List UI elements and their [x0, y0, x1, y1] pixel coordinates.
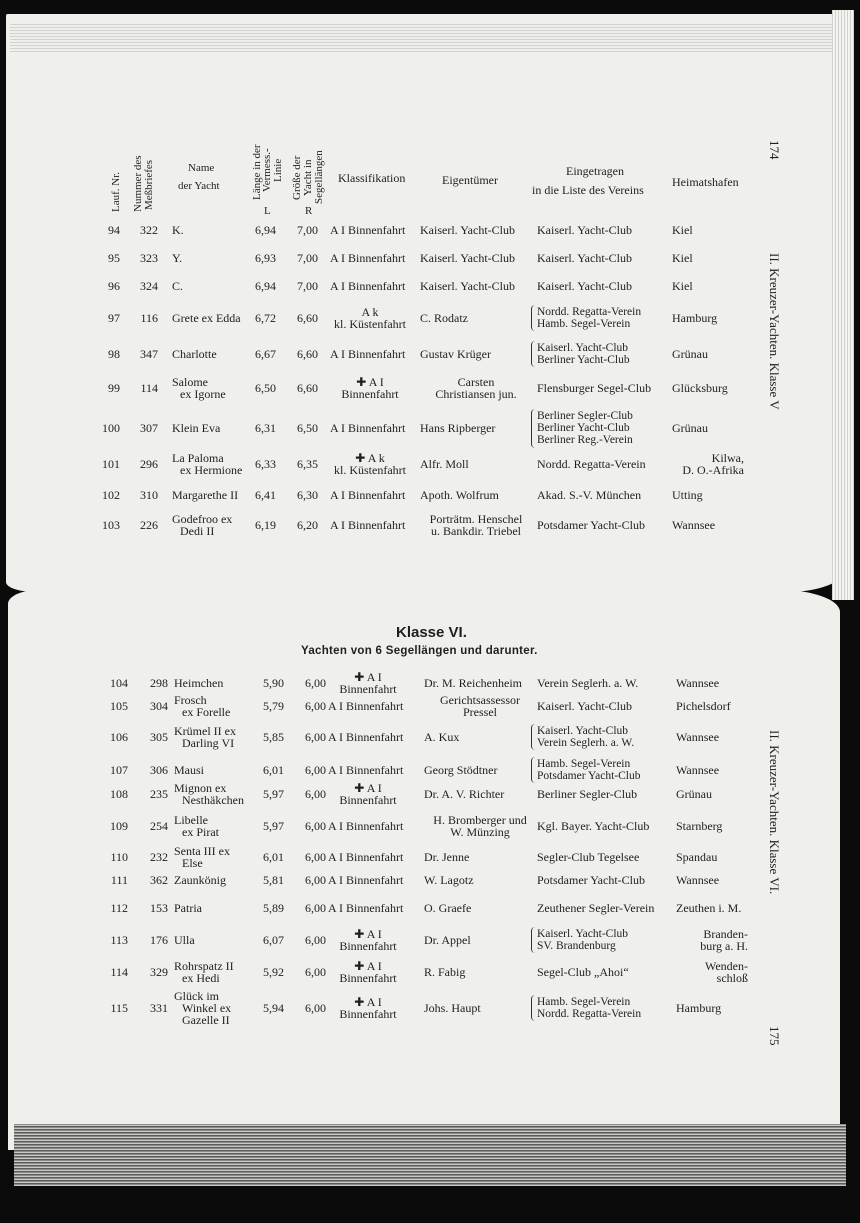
header-groesse-symbol: R — [305, 205, 313, 217]
lauf-nr: 105 — [110, 699, 128, 713]
heimatshafen: Kilwa, D. O.-Afrika — [682, 451, 744, 477]
verein: Nordd. Regatta-Verein — [537, 457, 646, 471]
eigentuemer: Hans Ripberger — [420, 421, 496, 435]
header-groesse-3: Segellängen — [313, 150, 325, 204]
heimatshafen: Grünau — [672, 347, 708, 361]
eigentuemer: Dr. Jenne — [424, 850, 470, 864]
lauf-nr: 104 — [110, 676, 128, 690]
laenge-l: 6,50 — [255, 381, 276, 395]
groesse-r: 6,50 — [297, 421, 318, 435]
messbrief-nr: 347 — [140, 347, 158, 361]
heimatshafen: Wannsee — [676, 873, 720, 887]
brace-mark — [531, 305, 535, 331]
laenge-l: 5,94 — [263, 1001, 284, 1015]
running-head-klasse-v: II. Kreuzer-Yachten. Klasse V — [767, 253, 782, 410]
header-eingetragen-2: in die Liste des Vereins — [532, 183, 644, 197]
yacht-name: Libelle ex Pirat — [174, 813, 219, 839]
klassifikation: A I Binnenfahrt — [330, 279, 406, 293]
yacht-name: Heimchen — [174, 676, 224, 690]
eigentuemer: Kaiserl. Yacht-Club — [420, 279, 515, 293]
laenge-l: 5,79 — [263, 699, 284, 713]
lauf-nr: 106 — [110, 730, 128, 744]
yacht-name: Senta III ex Else — [174, 844, 230, 870]
verein: Segel-Club „Ahoi“ — [537, 965, 629, 979]
heimatshafen: Wannsee — [676, 763, 720, 777]
lauf-nr: 111 — [110, 873, 128, 887]
heimatshafen: Branden- burg a. H. — [700, 927, 748, 953]
verein: Kaiserl. Yacht-Club Verein Seglerh. a. W. — [537, 725, 635, 749]
groesse-r: 6,00 — [305, 676, 326, 690]
messbrief-nr: 114 — [140, 381, 158, 395]
heimatshafen: Kiel — [672, 251, 693, 265]
header-nummer-1: Nummer des — [132, 155, 144, 212]
heimatshafen: Kiel — [672, 279, 693, 293]
lauf-nr: 112 — [110, 901, 128, 915]
yacht-name: Salome ex Igorne — [172, 375, 226, 401]
klassifikation: ✚ A I Binnenfahrt — [339, 927, 397, 953]
laenge-l: 5,85 — [263, 730, 284, 744]
lauf-nr: 107 — [110, 763, 128, 777]
heimatshafen: Glücksburg — [672, 381, 728, 395]
yacht-name: Y. — [172, 251, 183, 265]
eigentuemer: Johs. Haupt — [424, 1001, 481, 1015]
messbrief-nr: 235 — [150, 787, 168, 801]
section-title: Klasse VI. — [396, 624, 467, 641]
heimatshafen: Starnberg — [676, 819, 723, 833]
groesse-r: 6,00 — [305, 901, 326, 915]
verein: Verein Seglerh. a. W. — [537, 676, 639, 690]
header-heimatshafen: Heimatshafen — [672, 175, 739, 189]
laenge-l: 5,90 — [263, 676, 284, 690]
laenge-l: 5,89 — [263, 901, 284, 915]
messbrief-nr: 254 — [150, 819, 168, 833]
left-book-page — [6, 14, 848, 592]
groesse-r: 6,00 — [305, 699, 326, 713]
groesse-r: 6,35 — [297, 457, 318, 471]
laenge-l: 6,33 — [255, 457, 276, 471]
lauf-nr: 97 — [108, 311, 120, 325]
page-number-175: 175 — [767, 1026, 782, 1046]
groesse-r: 6,60 — [297, 347, 318, 361]
yacht-name: Ulla — [174, 933, 195, 947]
laenge-l: 6,94 — [255, 279, 276, 293]
lauf-nr: 96 — [108, 279, 120, 293]
verein: Kaiserl. Yacht-Club SV. Brandenburg — [537, 928, 629, 952]
klassifikation: A I Binnenfahrt — [328, 819, 404, 833]
messbrief-nr: 226 — [140, 518, 158, 532]
messbrief-nr: 304 — [150, 699, 168, 713]
lauf-nr: 100 — [102, 421, 120, 435]
klassifikation: ✚ A I Binnenfahrt — [339, 781, 397, 807]
page-number-174: 174 — [767, 140, 782, 160]
verein: Potsdamer Yacht-Club — [537, 518, 645, 532]
klassifikation: A I Binnenfahrt — [328, 901, 404, 915]
yacht-name: C. — [172, 279, 184, 293]
eigentuemer: O. Graefe — [424, 901, 472, 915]
klassifikation: A I Binnenfahrt — [328, 850, 404, 864]
messbrief-nr: 153 — [150, 901, 168, 915]
yacht-name: K. — [172, 223, 184, 237]
section-subtitle: Yachten von 6 Segellängen und darunter. — [301, 645, 538, 657]
yacht-name: Zaunkönig — [174, 873, 226, 887]
eigentuemer: Alfr. Moll — [420, 457, 469, 471]
messbrief-nr: 306 — [150, 763, 168, 777]
lauf-nr: 99 — [108, 381, 120, 395]
eigentuemer: Porträtm. Henschel u. Bankdir. Triebel — [429, 512, 523, 538]
groesse-r: 6,00 — [305, 933, 326, 947]
laenge-l: 6,01 — [263, 763, 284, 777]
yacht-name: Mausi — [174, 763, 204, 777]
groesse-r: 6,60 — [297, 381, 318, 395]
klassifikation: ✚ A I Binnenfahrt — [341, 375, 399, 401]
messbrief-nr: 324 — [140, 279, 158, 293]
laenge-l: 6,01 — [263, 850, 284, 864]
laenge-l: 6,72 — [255, 311, 276, 325]
running-head-klasse-vi: II. Kreuzer-Yachten. Klasse VI. — [767, 730, 782, 895]
heimatshafen: Zeuthen i. M. — [676, 901, 742, 915]
klassifikation: ✚ A I Binnenfahrt — [339, 670, 397, 696]
yacht-name: Margarethe II — [172, 488, 239, 502]
verein: Kaiserl. Yacht-Club — [537, 251, 632, 265]
verein: Segler-Club Tegelsee — [537, 850, 640, 864]
verein: Hamb. Segel-Verein Nordd. Regatta-Verein — [537, 996, 642, 1020]
header-groesse-2: Yacht in — [302, 159, 314, 196]
verein: Kaiserl. Yacht-Club Berliner Yacht-Club — [537, 342, 630, 366]
groesse-r: 6,00 — [305, 763, 326, 777]
yacht-name: Grete ex Edda — [172, 311, 241, 325]
yacht-name: Mignon ex Nesthäkchen — [174, 781, 244, 807]
groesse-r: 7,00 — [297, 251, 318, 265]
lauf-nr: 101 — [102, 457, 120, 471]
eigentuemer: Kaiserl. Yacht-Club — [420, 251, 515, 265]
klassifikation: ✚ A I Binnenfahrt — [339, 995, 397, 1021]
laenge-l: 6,19 — [255, 518, 276, 532]
lauf-nr: 98 — [108, 347, 120, 361]
header-klassifikation: Klassifikation — [338, 171, 406, 185]
heimatshafen: Spandau — [676, 850, 718, 864]
messbrief-nr: 232 — [150, 850, 168, 864]
verein: Nordd. Regatta-Verein Hamb. Segel-Verein — [537, 306, 642, 330]
eigentuemer: Gerichtsassessor Pressel — [440, 693, 520, 719]
klassifikation: A I Binnenfahrt — [330, 488, 406, 502]
header-nummer-2: Meßbriefes — [143, 159, 155, 210]
verein: Akad. S.-V. München — [537, 488, 642, 502]
eigentuemer: C. Rodatz — [420, 311, 468, 325]
klassifikation: ✚ A k kl. Küstenfahrt — [334, 451, 406, 477]
verein: Kaiserl. Yacht-Club — [537, 699, 632, 713]
heimatshafen: Grünau — [672, 421, 708, 435]
messbrief-nr: 296 — [140, 457, 158, 471]
messbrief-nr: 323 — [140, 251, 158, 265]
groesse-r: 6,00 — [305, 787, 326, 801]
groesse-r: 7,00 — [297, 279, 318, 293]
eigentuemer: Carsten Christiansen jun. — [435, 375, 517, 401]
verein: Zeuthener Segler-Verein — [537, 901, 655, 915]
messbrief-nr: 362 — [150, 873, 168, 887]
klassifikation: A I Binnenfahrt — [330, 347, 406, 361]
verein: Potsdamer Yacht-Club — [537, 873, 645, 887]
heimatshafen: Kiel — [672, 223, 693, 237]
eigentuemer: Georg Stödtner — [424, 763, 498, 777]
lauf-nr: 113 — [110, 933, 128, 947]
header-lauf-nr: Lauf. Nr. — [110, 171, 122, 212]
right-book-page — [8, 590, 840, 1150]
eigentuemer: W. Lagotz — [424, 873, 474, 887]
messbrief-nr: 298 — [150, 676, 168, 690]
groesse-r: 6,00 — [305, 730, 326, 744]
header-laenge-3: Linie — [272, 158, 284, 182]
heimatshafen: Wannsee — [676, 730, 720, 744]
messbrief-nr: 322 — [140, 223, 158, 237]
laenge-l: 6,93 — [255, 251, 276, 265]
header-name-2: der Yacht — [178, 180, 220, 192]
eigentuemer: Apoth. Wolfrum — [420, 488, 499, 502]
klassifikation: ✚ A I Binnenfahrt — [339, 959, 397, 985]
verein: Berliner Segler-Club Berliner Yacht-Club Berliner Reg.-Verein — [537, 410, 633, 446]
header-eigentuemer: Eigentümer — [442, 173, 498, 187]
laenge-l: 5,97 — [263, 819, 284, 833]
yacht-name: Rohrspatz II ex Hedi — [174, 959, 234, 985]
header-groesse-1: Größe der — [291, 155, 303, 200]
groesse-r: 7,00 — [297, 223, 318, 237]
header-eingetragen-1: Eingetragen — [566, 164, 624, 178]
header-name-1: Name — [188, 162, 215, 174]
brace-mark — [531, 409, 535, 448]
yacht-name: Glück im Winkel ex Gazelle II — [174, 989, 232, 1027]
messbrief-nr: 307 — [140, 421, 158, 435]
heimatshafen: Grünau — [676, 787, 712, 801]
klassifikation: A I Binnenfahrt — [330, 518, 406, 532]
lauf-nr: 109 — [110, 819, 128, 833]
klassifikation: A I Binnenfahrt — [330, 223, 406, 237]
groesse-r: 6,00 — [305, 965, 326, 979]
klassifikation: A I Binnenfahrt — [328, 763, 404, 777]
page-stack-edge — [832, 10, 854, 600]
yacht-name: Frosch ex Forelle — [174, 693, 231, 719]
eigentuemer: H. Bromberger und W. Münzing — [433, 813, 527, 839]
yacht-name: Klein Eva — [172, 421, 221, 435]
heimatshafen: Hamburg — [672, 311, 718, 325]
verein: Berliner Segler-Club — [537, 787, 638, 801]
messbrief-nr: 305 — [150, 730, 168, 744]
messbrief-nr: 310 — [140, 488, 158, 502]
yacht-name: Patria — [174, 901, 202, 915]
klassifikation: A I Binnenfahrt — [330, 421, 406, 435]
header-laenge-symbol: L — [264, 205, 271, 217]
yacht-name: Krümel II ex Darling VI — [174, 724, 236, 750]
eigentuemer: R. Fabig — [424, 965, 466, 979]
page-stack-bottom — [14, 1124, 846, 1186]
klassifikation: A I Binnenfahrt — [328, 873, 404, 887]
lauf-nr: 94 — [108, 223, 120, 237]
laenge-l: 6,67 — [255, 347, 276, 361]
heimatshafen: Pichelsdorf — [676, 699, 731, 713]
lauf-nr: 102 — [102, 488, 120, 502]
verein: Hamb. Segel-Verein Potsdamer Yacht-Club — [537, 758, 641, 782]
laenge-l: 5,97 — [263, 787, 284, 801]
brace-mark — [531, 927, 535, 953]
brace-mark — [531, 995, 535, 1021]
groesse-r: 6,00 — [305, 850, 326, 864]
yacht-name: Godefroo ex Dedi II — [172, 512, 233, 538]
brace-mark — [531, 757, 535, 783]
lauf-nr: 95 — [108, 251, 120, 265]
messbrief-nr: 329 — [150, 965, 168, 979]
groesse-r: 6,20 — [297, 518, 318, 532]
verein: Kgl. Bayer. Yacht-Club — [537, 819, 650, 833]
laenge-l: 6,94 — [255, 223, 276, 237]
eigentuemer: Dr. M. Reichenheim — [424, 676, 522, 690]
eigentuemer: Dr. A. V. Richter — [424, 787, 505, 801]
header-laenge-2: Vermess.- — [261, 148, 273, 192]
klassifikation: A I Binnenfahrt — [328, 730, 404, 744]
lauf-nr: 108 — [110, 787, 128, 801]
verein: Kaiserl. Yacht-Club — [537, 223, 632, 237]
lauf-nr: 103 — [102, 518, 120, 532]
heimatshafen: Utting — [672, 488, 703, 502]
klassifikation: A I Binnenfahrt — [328, 699, 404, 713]
eigentuemer: A. Kux — [424, 730, 460, 744]
laenge-l: 5,81 — [263, 873, 284, 887]
brace-mark — [531, 341, 535, 367]
eigentuemer: Gustav Krüger — [420, 347, 491, 361]
page-edge-lines — [10, 24, 840, 54]
groesse-r: 6,00 — [305, 873, 326, 887]
heimatshafen: Wenden- schloß — [704, 959, 748, 985]
eigentuemer: Dr. Appel — [424, 933, 471, 947]
heimatshafen: Wannsee — [672, 518, 716, 532]
klassifikation: A I Binnenfahrt — [330, 251, 406, 265]
eigentuemer: Kaiserl. Yacht-Club — [420, 223, 515, 237]
laenge-l: 6,31 — [255, 421, 276, 435]
groesse-r: 6,30 — [297, 488, 318, 502]
groesse-r: 6,00 — [305, 819, 326, 833]
klassifikation: A k kl. Küstenfahrt — [334, 305, 406, 331]
verein: Flensburger Segel-Club — [537, 381, 652, 395]
laenge-l: 5,92 — [263, 965, 284, 979]
messbrief-nr: 116 — [140, 311, 158, 325]
brace-mark — [531, 724, 535, 750]
lauf-nr: 110 — [110, 850, 128, 864]
messbrief-nr: 331 — [150, 1001, 168, 1015]
heimatshafen: Hamburg — [676, 1001, 722, 1015]
header-laenge-1: Länge in der — [251, 144, 263, 200]
heimatshafen: Wannsee — [676, 676, 720, 690]
groesse-r: 6,00 — [305, 1001, 326, 1015]
verein: Kaiserl. Yacht-Club — [537, 279, 632, 293]
messbrief-nr: 176 — [150, 933, 168, 947]
lauf-nr: 114 — [110, 965, 128, 979]
lauf-nr: 115 — [110, 1001, 128, 1015]
laenge-l: 6,41 — [255, 488, 276, 502]
yacht-name: Charlotte — [172, 347, 217, 361]
laenge-l: 6,07 — [263, 933, 284, 947]
groesse-r: 6,60 — [297, 311, 318, 325]
yacht-name: La Paloma ex Hermione — [172, 451, 243, 477]
